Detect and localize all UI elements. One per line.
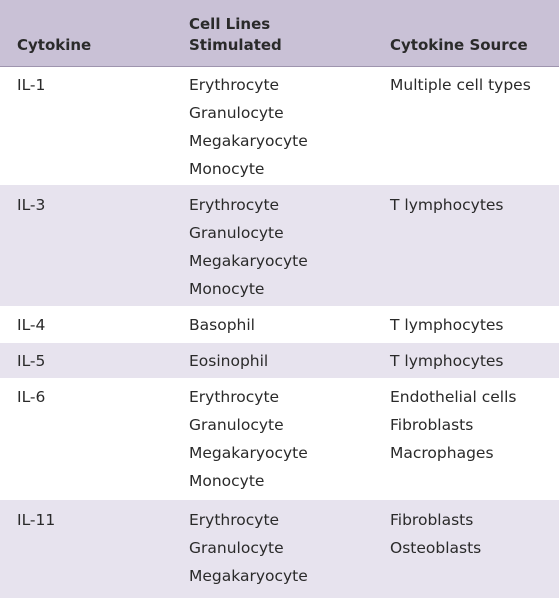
cell-line-item: Granulocyte bbox=[189, 539, 284, 557]
source-cell bbox=[390, 383, 516, 467]
cell-line-item: Erythrocyte bbox=[189, 388, 280, 406]
cell-lines-cell bbox=[189, 71, 308, 183]
cell-line-item: Megakaryocyte bbox=[189, 567, 308, 585]
cell-line-item: Granulocyte bbox=[189, 104, 284, 122]
source-item: T lymphocytes bbox=[390, 196, 504, 214]
cell-line-item: Eosinophil bbox=[189, 352, 269, 370]
source-item: Fibroblasts bbox=[390, 416, 474, 434]
cell-line-item: Erythrocyte bbox=[189, 196, 280, 214]
source-item: Endothelial cells bbox=[390, 388, 517, 406]
source-item: Osteoblasts bbox=[390, 539, 482, 557]
source-cell bbox=[390, 347, 504, 375]
header-cell-lines bbox=[189, 14, 339, 56]
header-cytokine: Cytokine bbox=[17, 36, 92, 54]
cell-lines-cell bbox=[189, 311, 255, 339]
table-row bbox=[0, 307, 559, 343]
source-item: T lymphocytes bbox=[390, 352, 504, 370]
cytokine-cell: IL-4 bbox=[17, 316, 46, 334]
table-row bbox=[0, 67, 559, 185]
header-cell-lines-line2: Stimulated bbox=[189, 36, 282, 54]
source-cell bbox=[390, 506, 481, 562]
table-header bbox=[0, 0, 559, 67]
header-cytokine-source: Cytokine Source bbox=[390, 36, 528, 54]
cell-lines-cell bbox=[189, 191, 308, 303]
cell-line-item: Monocyte bbox=[189, 280, 265, 298]
table-row bbox=[0, 343, 559, 379]
cell-line-item: Erythrocyte bbox=[189, 76, 280, 94]
cell-line-item: Megakaryocyte bbox=[189, 132, 308, 150]
cytokine-cell: IL-6 bbox=[17, 388, 46, 406]
cell-line-item: Monocyte bbox=[189, 472, 265, 490]
cytokine-cell: IL-11 bbox=[17, 511, 56, 529]
cell-lines-cell bbox=[189, 383, 308, 495]
table-row bbox=[0, 185, 559, 307]
cell-line-item: Erythrocyte bbox=[189, 511, 280, 529]
cytokine-cell: IL-5 bbox=[17, 352, 46, 370]
table-row bbox=[0, 379, 559, 500]
cell-lines-cell bbox=[189, 347, 268, 375]
cytokine-cell: IL-3 bbox=[17, 196, 46, 214]
source-item: Multiple cell types bbox=[390, 76, 531, 94]
table-row bbox=[0, 500, 559, 598]
cell-line-item: Granulocyte bbox=[189, 416, 284, 434]
source-cell bbox=[390, 191, 504, 219]
cell-line-item: Megakaryocyte bbox=[189, 252, 308, 270]
cell-lines-cell bbox=[189, 506, 308, 590]
cell-line-item: Megakaryocyte bbox=[189, 444, 308, 462]
source-cell bbox=[390, 311, 504, 339]
cytokine-cell: IL-1 bbox=[17, 76, 46, 94]
cell-line-item: Monocyte bbox=[189, 160, 265, 178]
source-item: T lymphocytes bbox=[390, 316, 504, 334]
source-item: Macrophages bbox=[390, 444, 494, 462]
source-cell bbox=[390, 71, 531, 99]
cell-line-item: Granulocyte bbox=[189, 224, 284, 242]
header-cell-lines-line1: Cell Lines bbox=[189, 15, 271, 33]
source-item: Fibroblasts bbox=[390, 511, 474, 529]
cell-line-item: Basophil bbox=[189, 316, 255, 334]
